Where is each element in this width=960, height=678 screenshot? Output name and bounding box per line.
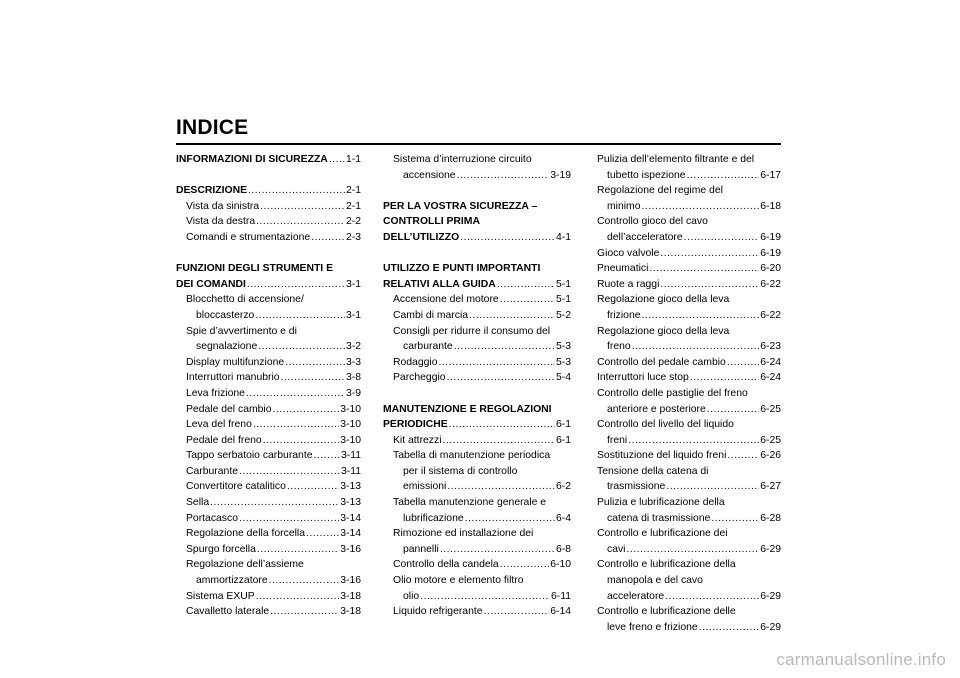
- toc-entry-title: Spurgo forcella: [186, 543, 256, 555]
- toc-entry-title: Tappo serbatoio carburante: [186, 450, 313, 462]
- toc-page-number: 3-10: [340, 434, 361, 446]
- toc-dot-leader: [469, 308, 555, 324]
- toc-dot-leader: [443, 433, 555, 449]
- toc-entry: [383, 308, 571, 324]
- toc-dot-leader: [439, 355, 555, 371]
- toc-entry-title: Controllo della candela: [393, 559, 499, 571]
- toc-page-number: 6-1: [555, 434, 571, 446]
- toc-page-number: 6-22: [760, 309, 781, 321]
- toc-section-heading: [383, 261, 571, 277]
- toc-page-number: 5-3: [555, 341, 571, 353]
- toc-dot-leader: [687, 168, 760, 184]
- toc-entry-title: cavi: [607, 543, 626, 555]
- toc-entry-title: RELATIVI ALLA GUIDA: [383, 278, 496, 290]
- toc-dot-leader: [628, 433, 759, 449]
- toc-entry-title: segnalazione: [196, 341, 258, 353]
- toc-entry: [597, 246, 781, 262]
- toc-page-number: 6-20: [760, 263, 781, 275]
- toc-page-number: 3-13: [340, 497, 361, 509]
- toc-spacer: [383, 246, 571, 262]
- toc-page-number: 6-28: [760, 512, 781, 524]
- toc-page-number: 6-10: [550, 559, 571, 571]
- toc-dot-leader: [660, 246, 759, 262]
- toc-section-heading: [176, 277, 361, 293]
- toc-page-number: 3-8: [345, 372, 361, 384]
- toc-page-number: 3-9: [345, 387, 361, 399]
- watermark: carmanualsonline.info: [776, 650, 946, 669]
- toc-entry: [176, 417, 361, 433]
- toc-entry-title: Rodaggio: [393, 356, 438, 368]
- toc-entry: [597, 214, 781, 230]
- toc-entry: [597, 589, 781, 605]
- toc-entry: [176, 511, 361, 527]
- toc-entry-title: Accensione del motore: [393, 294, 499, 306]
- toc-page-number: 3-13: [340, 481, 361, 493]
- toc-entry-title: Leva del freno: [186, 419, 252, 431]
- toc-entry: [383, 355, 571, 371]
- toc-entry: [597, 152, 781, 168]
- toc-entry: [176, 433, 361, 449]
- toc-entry: [176, 339, 361, 355]
- toc-dot-leader: [269, 573, 340, 589]
- toc-entry-title: Carburante: [186, 465, 238, 477]
- toc-dot-leader: [273, 402, 340, 418]
- toc-section-heading: [176, 261, 361, 277]
- toc-page-number: 3-16: [340, 543, 361, 555]
- toc-entry: [383, 324, 571, 340]
- toc-entry-title: PER LA VOSTRA SICUREZZA –: [383, 200, 538, 212]
- toc-dot-leader: [649, 261, 759, 277]
- toc-entry: [597, 604, 781, 620]
- toc-entry-title: per il sistema di controllo: [403, 465, 518, 477]
- toc-dot-leader: [253, 417, 339, 433]
- toc-entry: [597, 495, 781, 511]
- toc-section-heading: [383, 417, 571, 433]
- toc-page-number: 5-4: [555, 372, 571, 384]
- toc-dot-leader: [447, 479, 555, 495]
- toc-dot-leader: [270, 604, 339, 620]
- toc-dot-leader: [727, 448, 759, 464]
- toc-dot-leader: [454, 339, 555, 355]
- toc-entry-title: DESCRIZIONE: [176, 185, 248, 197]
- toc-dot-leader: [457, 168, 550, 184]
- toc-entry: [176, 230, 361, 246]
- toc-entry: [176, 199, 361, 215]
- toc-page-number: 6-19: [760, 231, 781, 243]
- toc-entry: [597, 511, 781, 527]
- toc-entry: [383, 557, 571, 573]
- toc-entry: [597, 308, 781, 324]
- toc-dot-leader: [314, 448, 340, 464]
- toc-entry: [383, 495, 571, 511]
- toc-entry: [176, 324, 361, 340]
- toc-entry-title: Controllo e lubrificazione dei: [597, 528, 728, 540]
- toc-dot-leader: [497, 277, 555, 293]
- toc-dot-leader: [449, 417, 555, 433]
- toc-entry-title: Tabella di manutenzione periodica: [393, 450, 551, 462]
- toc-entry-title: Regolazione gioco della leva: [597, 325, 730, 337]
- toc-entry-title: Comandi e strumentazione: [186, 231, 311, 243]
- toc-entry-title: Pneumatici: [597, 263, 649, 275]
- toc-entry-title: carburante: [403, 341, 453, 353]
- toc-entry-title: Convertitore catalitico: [186, 481, 286, 493]
- toc-entry-title: Olio motore e elemento filtro: [393, 575, 524, 587]
- toc-dot-leader: [329, 152, 345, 168]
- toc-entry: [597, 479, 781, 495]
- toc-dot-leader: [500, 292, 555, 308]
- toc-section-heading: [383, 402, 571, 418]
- toc-page-number: 6-29: [760, 543, 781, 555]
- toc-entry: [176, 448, 361, 464]
- toc-dot-leader: [258, 339, 345, 355]
- toc-entry-title: Leva frizione: [186, 387, 245, 399]
- toc-entry-title: Regolazione gioco della leva: [597, 294, 730, 306]
- toc-entry: [597, 542, 781, 558]
- toc-dot-leader: [256, 589, 339, 605]
- toc-spacer: [383, 386, 571, 402]
- toc-entry-title: accensione: [403, 169, 456, 181]
- toc-entry: [176, 292, 361, 308]
- toc-entry: [383, 604, 571, 620]
- toc-page-number: 6-24: [760, 356, 781, 368]
- toc-entry: [597, 620, 781, 636]
- toc-entry-title: Controllo gioco del cavo: [597, 216, 708, 228]
- toc-entry-title: ammortizzatore: [196, 575, 268, 587]
- toc-entry-title: Sistema EXUP: [186, 590, 255, 602]
- toc-entry: [597, 339, 781, 355]
- toc-page-number: 3-10: [340, 403, 361, 415]
- toc-entry-title: Regolazione del regime del: [597, 185, 723, 197]
- toc-page-number: 6-1: [555, 419, 571, 431]
- toc-page-number: 6-11: [550, 590, 571, 602]
- toc-entry-title: DELL’UTILIZZO: [383, 231, 460, 243]
- toc-entry-title: dell’acceleratore: [607, 231, 683, 243]
- toc-entry-title: Sistema d’interruzione circuito: [393, 154, 532, 165]
- toc-dot-leader: [440, 542, 555, 558]
- toc-page-number: 6-23: [760, 341, 781, 353]
- toc-entry-title: frizione: [607, 309, 641, 321]
- toc-page-number: 4-1: [555, 231, 571, 243]
- toc-page-number: 6-26: [760, 450, 781, 462]
- toc-dot-leader: [281, 370, 345, 386]
- toc-page-number: 5-1: [555, 278, 571, 290]
- toc-entry: [383, 448, 571, 464]
- toc-entry: [597, 557, 781, 573]
- toc-column-1: [176, 152, 361, 620]
- toc-dot-leader: [642, 308, 760, 324]
- toc-entry-title: trasmissione: [607, 481, 666, 493]
- toc-page-number: 6-24: [760, 372, 781, 384]
- toc-entry-title: freni: [607, 434, 628, 446]
- toc-entry: [383, 464, 571, 480]
- toc-entry: [176, 479, 361, 495]
- toc-dot-leader: [287, 479, 339, 495]
- toc-entry: [383, 152, 571, 168]
- toc-entry-title: Regolazione della forcella: [186, 528, 305, 540]
- toc-dot-leader: [460, 230, 555, 246]
- toc-page-number: 6-25: [760, 434, 781, 446]
- toc-page-number: 3-10: [340, 419, 361, 431]
- toc-page-number: 6-27: [760, 481, 781, 493]
- toc-entry-title: Consigli per ridurre il consumo del: [393, 325, 551, 337]
- toc-entry: [176, 589, 361, 605]
- toc-dot-leader: [260, 199, 345, 215]
- toc-dot-leader: [660, 277, 759, 293]
- toc-entry-title: Cambi di marcia: [393, 309, 469, 321]
- toc-entry-title: CONTROLLI PRIMA: [383, 216, 480, 228]
- toc-entry-title: bloccasterzo: [196, 309, 255, 321]
- toc-dot-leader: [500, 557, 549, 573]
- toc-entry-title: Interruttori manubrio: [186, 372, 280, 384]
- toc-entry: [176, 214, 361, 230]
- toc-entry-title: Sella: [186, 497, 210, 509]
- toc-column-3: [597, 152, 781, 635]
- toc-entry-title: manopola e del cavo: [607, 575, 703, 587]
- toc-entry: [383, 526, 571, 542]
- toc-entry: [597, 464, 781, 480]
- toc-dot-leader: [707, 402, 759, 418]
- toc-entry-title: Controllo del livello del liquido: [597, 419, 734, 431]
- toc-dot-leader: [684, 230, 760, 246]
- toc-page-number: 3-18: [340, 606, 361, 618]
- toc-dot-leader: [447, 370, 555, 386]
- toc-dot-leader: [484, 604, 550, 620]
- toc-dot-leader: [210, 495, 339, 511]
- toc-entry: [597, 370, 781, 386]
- toc-entry: [597, 261, 781, 277]
- toc-dot-leader: [246, 386, 345, 402]
- toc-entry: [176, 542, 361, 558]
- toc-section-heading: [176, 152, 361, 168]
- toc-entry-title: Rimozione ed installazione dei: [393, 528, 534, 540]
- toc-entry-title: MANUTENZIONE E REGOLAZIONI: [383, 403, 552, 415]
- toc-dot-leader: [285, 355, 345, 371]
- toc-page-number: 6-14: [550, 606, 571, 618]
- toc-dot-leader: [626, 542, 759, 558]
- toc-dot-leader: [465, 511, 555, 527]
- toc-page-number: 2-3: [345, 231, 361, 243]
- toc-page-number: 3-2: [345, 341, 361, 353]
- toc-entry-title: Tabella manutenzione generale e: [393, 497, 547, 509]
- toc-entry: [383, 168, 571, 184]
- toc-entry-title: lubrificazione: [403, 512, 464, 524]
- toc-entry: [176, 573, 361, 589]
- toc-section-heading: [383, 230, 571, 246]
- toc-entry-title: anteriore e posteriore: [607, 403, 706, 415]
- toc-entry: [176, 495, 361, 511]
- toc-page-number: 3-14: [340, 512, 361, 524]
- toc-spacer: [176, 168, 361, 184]
- toc-entry-title: PERIODICHE: [383, 419, 448, 431]
- toc-page-number: 6-29: [760, 621, 781, 633]
- toc-entry-title: Regolazione dell’assieme: [186, 559, 304, 571]
- toc-dot-leader: [255, 308, 345, 324]
- toc-entry: [176, 402, 361, 418]
- toc-entry-title: minimo: [607, 200, 641, 212]
- toc-page-number: 2-1: [345, 185, 361, 197]
- toc-dot-leader: [306, 526, 339, 542]
- toc-entry: [597, 433, 781, 449]
- toc-section-heading: [383, 277, 571, 293]
- toc-entry: [597, 573, 781, 589]
- toc-entry-title: Sostituzione del liquido freni: [597, 450, 727, 462]
- toc-entry-title: Tensione della catena di: [597, 465, 709, 477]
- toc-entry-title: pannelli: [403, 543, 439, 555]
- toc-page-number: 5-2: [555, 309, 571, 321]
- toc-entry: [383, 573, 571, 589]
- toc-entry: [597, 324, 781, 340]
- toc-entry: [597, 183, 781, 199]
- toc-entry: [597, 448, 781, 464]
- toc-entry: [597, 402, 781, 418]
- toc-entry-title: Parcheggio: [393, 372, 446, 384]
- toc-dot-leader: [665, 589, 759, 605]
- toc-entry-title: Pulizia dell’elemento filtrante e del: [597, 154, 755, 165]
- toc-page-number: 6-17: [760, 169, 781, 181]
- toc-entry: [383, 370, 571, 386]
- toc-entry-title: Controllo del pedale cambio: [597, 356, 726, 368]
- toc-page-number: 3-1: [345, 309, 361, 321]
- toc-entry-title: UTILIZZO E PUNTI IMPORTANTI: [383, 263, 541, 275]
- toc-page-number: 6-18: [760, 200, 781, 212]
- toc-dot-leader: [247, 277, 345, 293]
- toc-entry: [597, 386, 781, 402]
- toc-entry: [176, 355, 361, 371]
- toc-dot-leader: [257, 542, 339, 558]
- toc-page-number: 3-19: [550, 169, 571, 181]
- toc-entry: [176, 464, 361, 480]
- toc-page-number: 6-4: [555, 512, 571, 524]
- toc-page-number: 5-3: [555, 356, 571, 368]
- toc-dot-leader: [239, 511, 339, 527]
- toc-entry: [176, 526, 361, 542]
- toc-section-heading: [383, 214, 571, 230]
- toc-entry: [597, 199, 781, 215]
- toc-page-number: 6-25: [760, 403, 781, 415]
- toc-entry-title: freno: [607, 341, 631, 353]
- toc-spacer: [383, 183, 571, 199]
- toc-entry: [383, 511, 571, 527]
- toc-page-number: 1-1: [345, 154, 361, 165]
- toc-entry: [383, 433, 571, 449]
- page-title: INDICE: [176, 116, 249, 139]
- toc-entry-title: Gioco valvole: [597, 247, 660, 259]
- toc-entry-title: Pedale del cambio: [186, 403, 272, 415]
- toc-entry-title: Pulizia e lubrificazione della: [597, 497, 725, 509]
- toc-page-number: 2-2: [345, 216, 361, 228]
- toc-entry-title: FUNZIONI DEGLI STRUMENTI E: [176, 263, 334, 275]
- toc-entry-title: Portacasco: [186, 512, 238, 524]
- toc-page-number: 6-22: [760, 278, 781, 290]
- toc-dot-leader: [248, 183, 345, 199]
- toc-page-number: 3-1: [345, 278, 361, 290]
- toc-dot-leader: [632, 339, 760, 355]
- toc-entry-title: Cavalletto laterale: [186, 606, 270, 618]
- toc-entry-title: Liquido refrigerante: [393, 606, 483, 618]
- toc-entry-title: emissioni: [403, 481, 447, 493]
- toc-dot-leader: [711, 511, 759, 527]
- toc-entry: [597, 355, 781, 371]
- toc-dot-leader: [699, 620, 760, 636]
- toc-dot-leader: [420, 589, 550, 605]
- toc-page-number: 6-29: [760, 590, 781, 602]
- toc-spacer: [176, 246, 361, 262]
- toc-dot-leader: [727, 355, 759, 371]
- toc-page-number: 3-16: [340, 575, 361, 587]
- toc-page-number: 2-1: [345, 200, 361, 212]
- toc-entry-title: Pedale del freno: [186, 434, 262, 446]
- toc-entry: [597, 417, 781, 433]
- toc-entry: [597, 292, 781, 308]
- toc-entry: [383, 542, 571, 558]
- toc-entry-title: Ruote a raggi: [597, 278, 660, 290]
- toc-entry: [176, 386, 361, 402]
- toc-dot-leader: [263, 433, 340, 449]
- toc-dot-leader: [311, 230, 345, 246]
- toc-dot-leader: [690, 370, 759, 386]
- toc-dot-leader: [642, 199, 760, 215]
- toc-entry-title: DEI COMANDI: [176, 278, 246, 290]
- toc-entry-title: Spie d’avvertimento e di: [186, 325, 297, 337]
- toc-entry: [383, 292, 571, 308]
- toc-dot-leader: [666, 479, 759, 495]
- toc-entry-title: Controllo e lubrificazione delle: [597, 606, 736, 618]
- toc-entry: [597, 230, 781, 246]
- toc-page-number: 3-11: [340, 465, 361, 477]
- toc-entry: [597, 526, 781, 542]
- toc-page-number: 6-8: [555, 543, 571, 555]
- toc-entry: [383, 339, 571, 355]
- toc-entry-title: Vista da sinistra: [186, 200, 260, 212]
- toc-entry-title: Kit attrezzi: [393, 434, 442, 446]
- toc-entry-title: leve freno e frizione: [607, 621, 698, 633]
- toc-entry-title: acceleratore: [607, 590, 665, 602]
- toc-section-heading: [383, 199, 571, 215]
- toc-entry: [176, 370, 361, 386]
- toc-page-number: 3-18: [340, 590, 361, 602]
- toc-entry-title: Display multifunzione: [186, 356, 285, 368]
- toc-entry-title: Blocchetto di accensione/: [186, 294, 304, 306]
- toc-entry-title: Controllo delle pastiglie del freno: [597, 387, 748, 399]
- toc-entry: [597, 277, 781, 293]
- toc-dot-leader: [256, 214, 345, 230]
- toc-entry-title: catena di trasmissione: [607, 512, 711, 524]
- toc-entry: [176, 604, 361, 620]
- toc-entry: [597, 168, 781, 184]
- toc-entry-title: tubetto ispezione: [607, 169, 686, 181]
- toc-entry: [176, 308, 361, 324]
- toc-dot-leader: [239, 464, 340, 480]
- toc-entry-title: olio: [403, 590, 420, 602]
- toc-entry: [176, 557, 361, 573]
- toc-entry-title: INFORMAZIONI DI SICUREZZA: [176, 154, 328, 165]
- toc-page-number: 3-11: [340, 450, 361, 462]
- toc-page-number: 3-14: [340, 528, 361, 540]
- toc-page-number: 6-2: [555, 481, 571, 493]
- toc-entry-title: Vista da destra: [186, 216, 256, 228]
- title-underline: [176, 143, 781, 145]
- toc-section-heading: [176, 183, 361, 199]
- toc-page-number: 3-3: [345, 356, 361, 368]
- toc-page-number: 5-1: [555, 294, 571, 306]
- toc-entry: [383, 479, 571, 495]
- toc-page-number: 6-19: [760, 247, 781, 259]
- toc-column-2: [383, 152, 571, 620]
- toc-entry-title: Controllo e lubrificazione della: [597, 559, 736, 571]
- toc-entry-title: Interruttori luce stop: [597, 372, 689, 384]
- toc-entry: [383, 589, 571, 605]
